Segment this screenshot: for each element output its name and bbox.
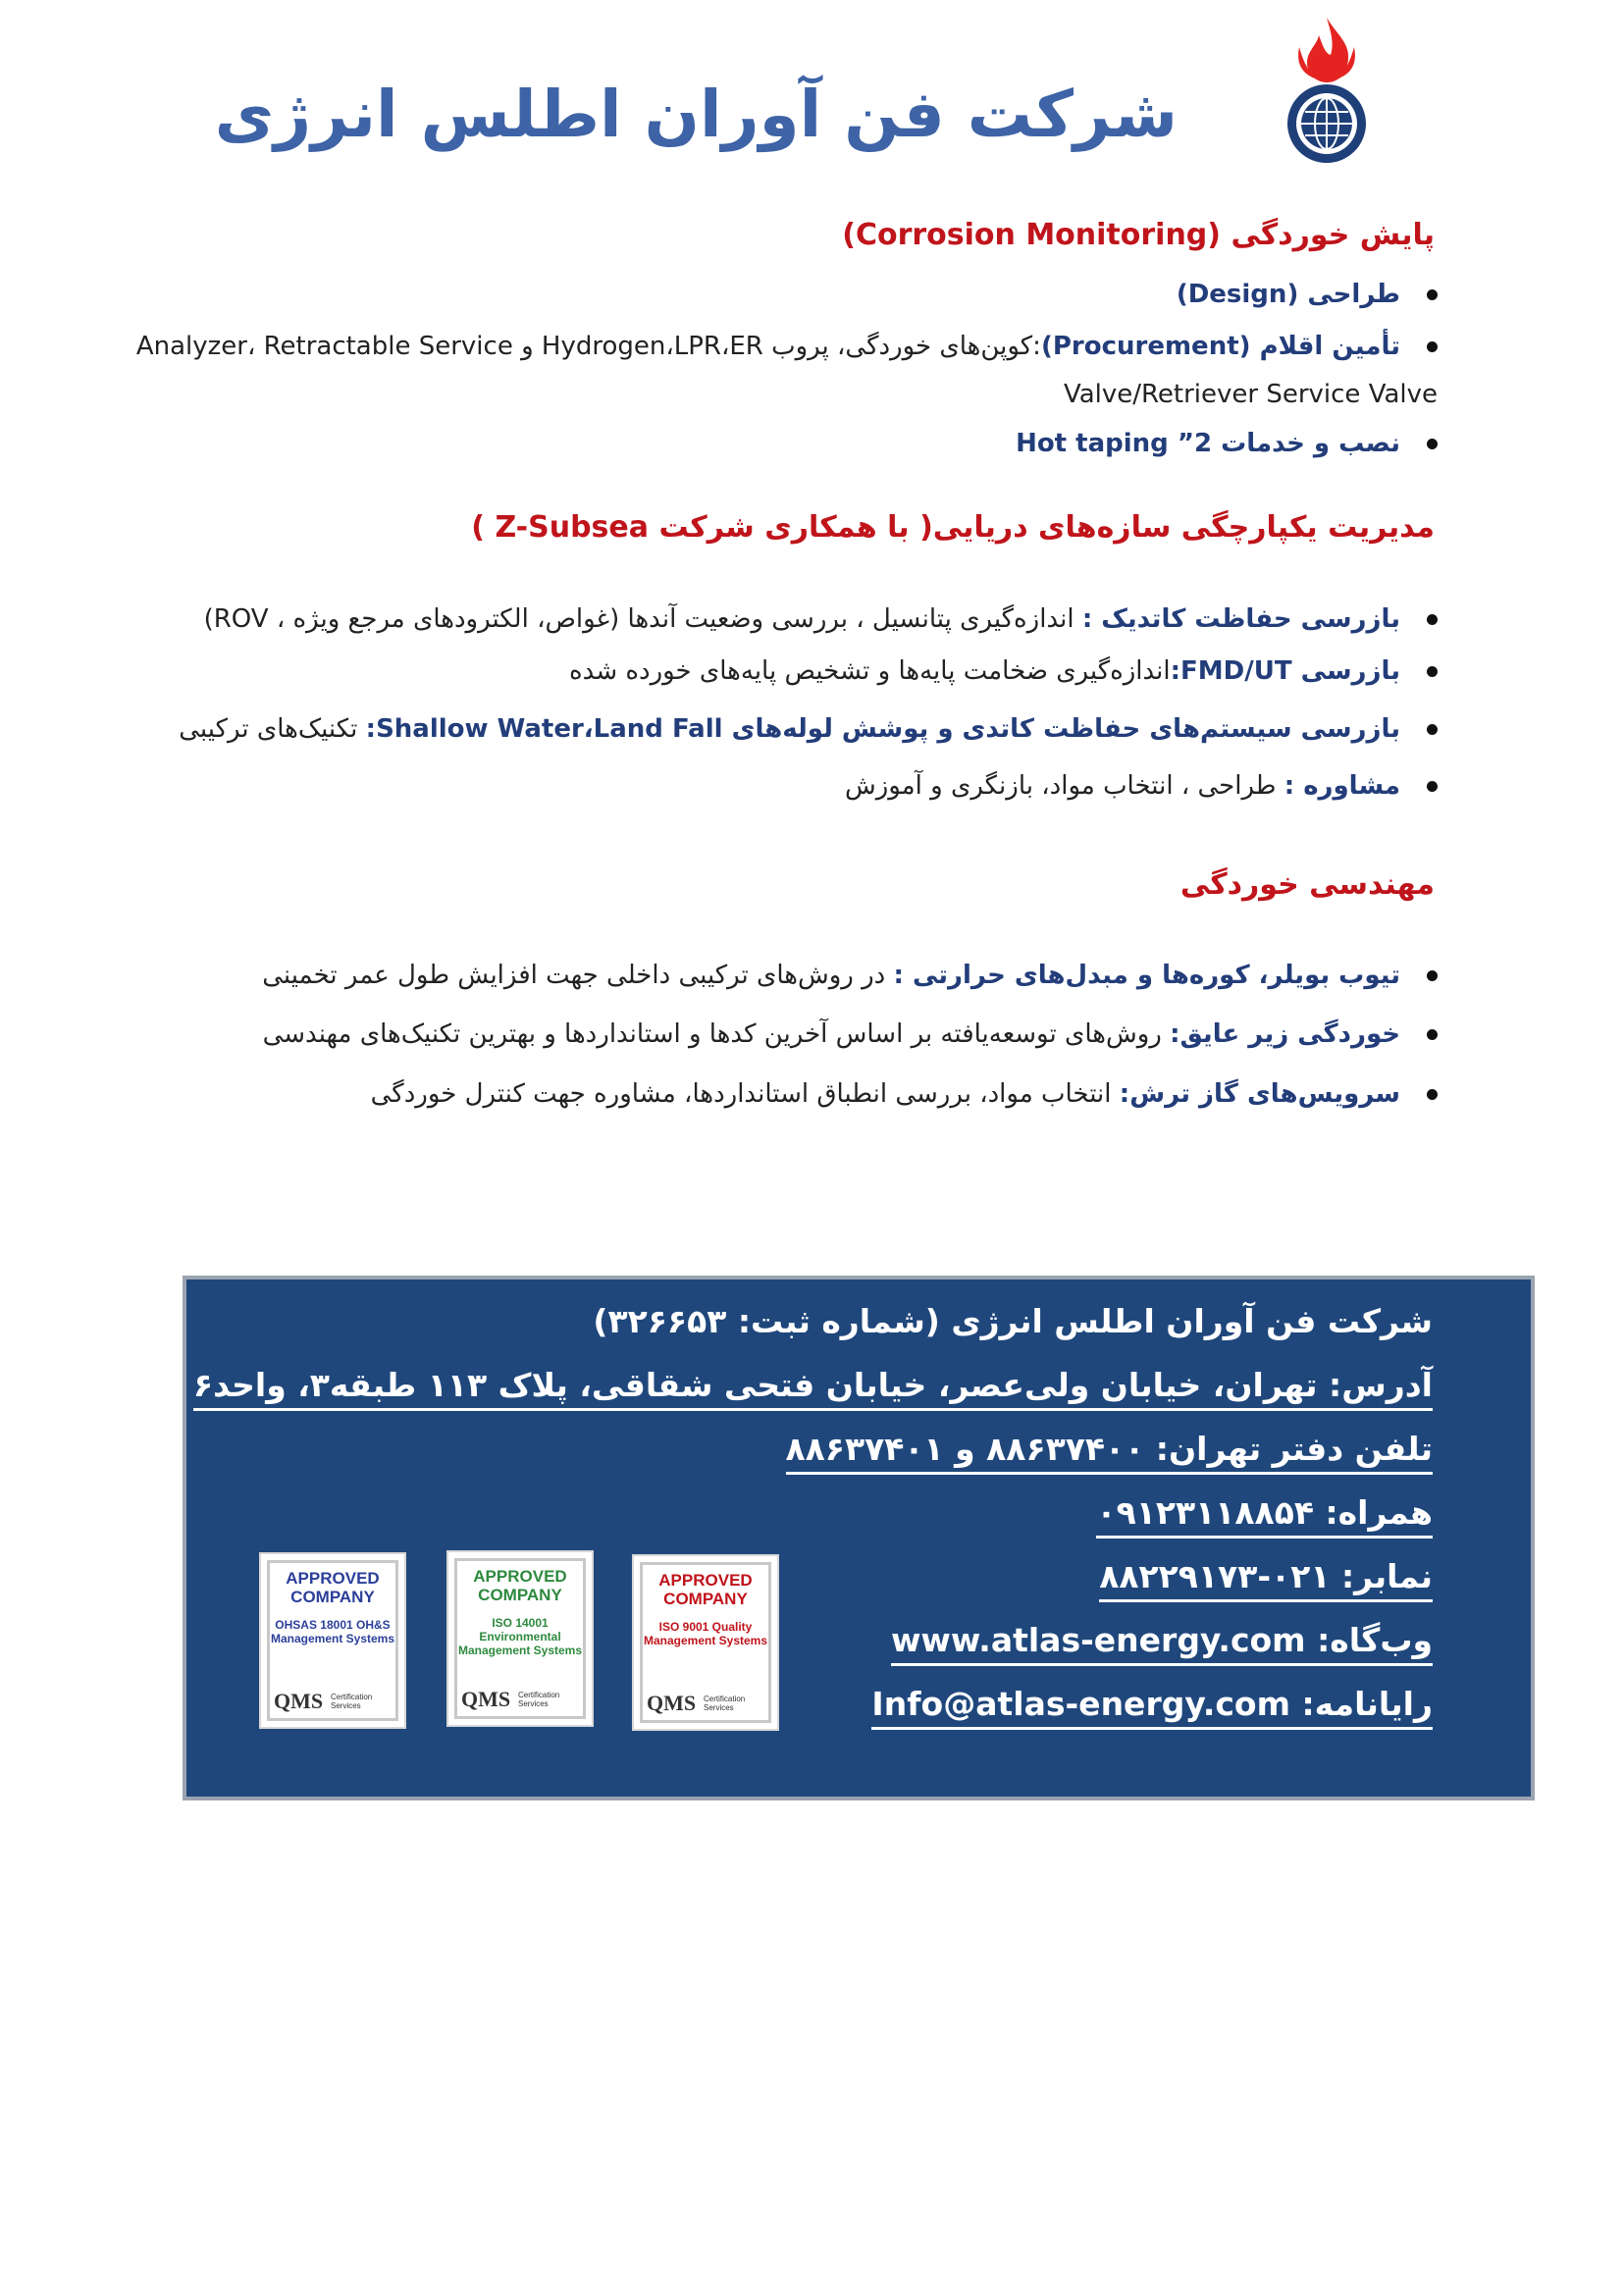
qms-logo-icon: QMS (647, 1691, 697, 1715)
certificate-iso-9001: APPROVED COMPANY ISO 9001 Quality Management Systems QMS Certification Services (632, 1554, 779, 1731)
list-item: مشاوره : طراحی ، انتخاب مواد، بازنگری و آموزش (845, 766, 1438, 806)
bullet-icon (1427, 970, 1438, 981)
email-link[interactable]: رایانامه: Info@atlas-energy.com (353, 1682, 1433, 1727)
flame-globe-logo-icon (1278, 18, 1376, 165)
list-item: بازرسی FMD/UT:اندازه‌گیری ضخامت پایه‌ها و تشخیص پایه‌های خورده شده (569, 652, 1438, 691)
certificate-ohsas-18001: APPROVED COMPANY OHSAS 18001 OH&S Management Systems QMS Certification Services (259, 1552, 406, 1729)
bullet-icon (1427, 439, 1438, 449)
bullet-icon (1427, 1029, 1438, 1040)
contact-info-box (183, 1276, 1535, 1800)
fax: نمابر: ۰۲۱-۸۸۲۲۹۱۷۳ (353, 1554, 1433, 1599)
list-item-continuation: Valve/Retriever Service Valve (1063, 380, 1438, 409)
section-title-corrosion-monitoring: پایش خوردگی (Corrosion Monitoring) (842, 218, 1435, 252)
list-item: سرویس‌های گاز ترش: انتخاب مواد، بررسی انطباق استانداردها، مشاوره جهت کنترل خوردگی (371, 1074, 1438, 1114)
phone: تلفن دفتر تهران: ۸۸۶۳۷۴۰۰ و ۸۸۶۳۷۴۰۱ (353, 1427, 1433, 1472)
list-item: بازرسی حفاظت کاتدیک : اندازه‌گیری پتانسیل ، بررسی وضعیت آندها (غواص، الکترودهای مرجع ویژه ، ROV) (204, 600, 1438, 639)
company-registration: شرکت فن آوران اطلس انرژی (شماره ثبت: ۳۲۶۶۵۳) (593, 1302, 1433, 1340)
bullet-icon (1427, 341, 1438, 352)
bullet-icon (1427, 724, 1438, 735)
mobile: همراه: ۰۹۱۲۳۱۱۸۸۵۴ (353, 1490, 1433, 1536)
bullet-icon (1427, 614, 1438, 625)
qms-logo-icon: QMS (274, 1689, 324, 1713)
bullet-icon (1427, 289, 1438, 300)
website-link[interactable]: وب‌گاه: www.atlas-energy.com (353, 1618, 1433, 1663)
list-item: تأمین اقلام (Procurement):کوپن‌های خوردگی، پروب Hydrogen،LPR،ER و Analyzer، Retractable Service (123, 327, 1438, 366)
list-item: طراحی (Design) (1177, 275, 1438, 314)
address: آدرس: تهران، خیابان ولی‌عصر، خیابان فتحی شقاقی، پلاک ۱۱۳ طبقه۳، واحد۶ (353, 1363, 1433, 1408)
section-title-corrosion-engineering: مهندسی خوردگی (1179, 867, 1435, 902)
list-item: خوردگی زیر عایق: روش‌های توسعه‌یافته بر اساس آخرین کدها و استانداردها و بهترین تکنیک‌های مهندسی (263, 1015, 1438, 1054)
qms-logo-icon: QMS (461, 1687, 511, 1711)
section-title-subsea-integrity: مدیریت یکپارچگی سازه‌های دریایی( با همکاری شرکت Z-Subsea ) (471, 510, 1435, 545)
bullet-icon (1427, 781, 1438, 792)
list-item: نصب و خدمات 2” Hot taping (1016, 424, 1438, 463)
certificate-iso-14001: APPROVED COMPANY ISO 14001 Environmental Management Systems QMS Certification Services (446, 1550, 594, 1727)
list-item: تیوب بویلر، کوره‌ها و مبدل‌های حرارتی : در روش‌های ترکیبی داخلی جهت افزایش طول عمر تخمینی (262, 956, 1438, 995)
bullet-icon (1427, 666, 1438, 677)
company-logo (1278, 18, 1376, 165)
company-title: شرکت فن آوران اطلس انرژی (214, 77, 1178, 152)
list-item: بازرسی سیستم‌های حفاظت کاتدی و پوشش لوله‌های Shallow Water،Land Fall: تکنیک‌های ترکیبی (179, 709, 1438, 749)
bullet-icon (1427, 1089, 1438, 1100)
